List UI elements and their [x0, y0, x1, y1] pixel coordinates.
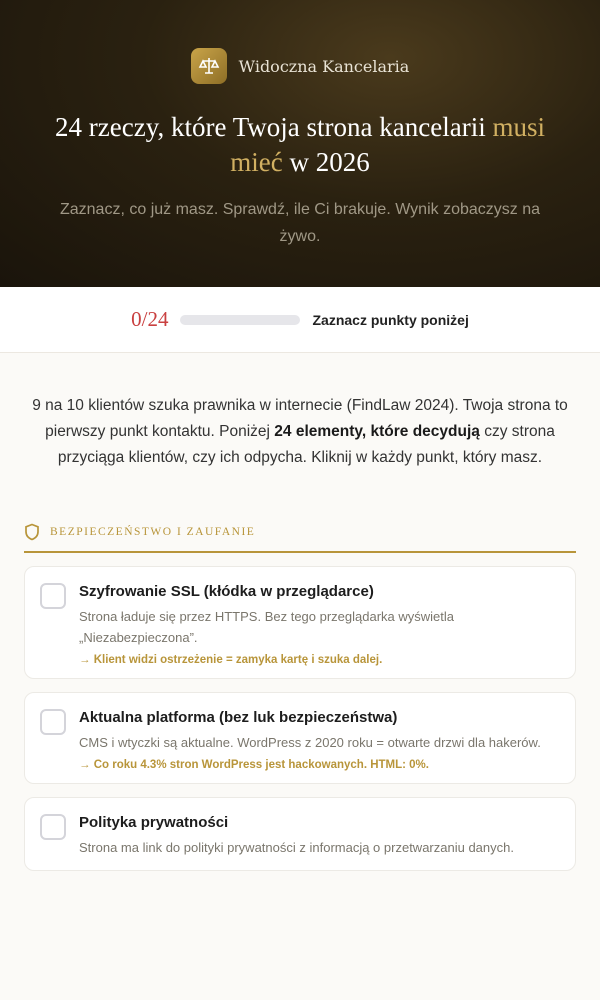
progress-count: 0/24	[131, 307, 169, 331]
title-text-end: w 2026	[282, 147, 370, 177]
intro-bold: 24 elementy, które decydują	[274, 423, 480, 440]
subtitle: Zaznacz, co już masz. Sprawdź, ile Ci brakuje. Wynik zobaczysz na żywo.	[59, 201, 541, 245]
shield-icon	[24, 523, 40, 541]
checkbox[interactable]	[40, 709, 66, 735]
item-description: CMS i wtyczki są aktualne. WordPress z 2020 roku = otwarte drzwi dla hakerów.	[79, 735, 541, 750]
intro-text	[28, 393, 572, 471]
section-header	[24, 523, 576, 553]
brand-name: Widoczna Kancelaria	[238, 56, 410, 76]
checkbox[interactable]	[40, 814, 66, 840]
checklist-item[interactable]	[24, 566, 576, 679]
intro-pre: 9 na 10 klientów szuka prawnika w internecie (FindLaw 2024). Twoja strona to pierwszy punkt kontaktu. Poniżej	[32, 397, 568, 440]
item-title: Aktualna platforma (bez luk bezpieczeństwa)	[79, 709, 398, 726]
scales-icon	[191, 48, 227, 84]
item-description: Strona ładuje się przez HTTPS. Bez tego przeglądarka wyświetla „Niezabezpieczona”.	[79, 609, 455, 645]
item-note: → Klient widzi ostrzeżenie = zamyka kartę i szuka dalej.	[79, 654, 383, 666]
progress-bar	[180, 315, 300, 325]
section-title: BEZPIECZEŃSTWO I ZAUFANIE	[50, 526, 256, 538]
item-title: Szyfrowanie SSL (kłódka w przeglądarce)	[79, 583, 374, 600]
brand[interactable]	[0, 48, 600, 84]
intro-post: czy strona przyciąga klientów, czy ich odpycha. Kliknij w każdy punkt, który masz.	[57, 423, 555, 466]
progress-bar-section	[0, 287, 600, 353]
item-note: → Co roku 4.3% stron WordPress jest hackowanych. HTML: 0%.	[79, 759, 429, 771]
hero	[0, 0, 600, 287]
checklist-item[interactable]	[24, 692, 576, 784]
item-title: Polityka prywatności	[79, 814, 229, 831]
title-text: 24 rzeczy, które Twoja strona kancelarii	[55, 112, 493, 142]
progress-label: Zaznacz punkty poniżej	[312, 311, 469, 328]
section-security	[24, 523, 576, 871]
title-highlight: musi mieć	[230, 112, 545, 177]
item-description: Strona ma link do polityki prywatności z informacją o przetwarzaniu danych.	[79, 840, 514, 855]
page-title	[40, 110, 560, 180]
checklist-item[interactable]	[24, 797, 576, 871]
checkbox[interactable]	[40, 583, 66, 609]
